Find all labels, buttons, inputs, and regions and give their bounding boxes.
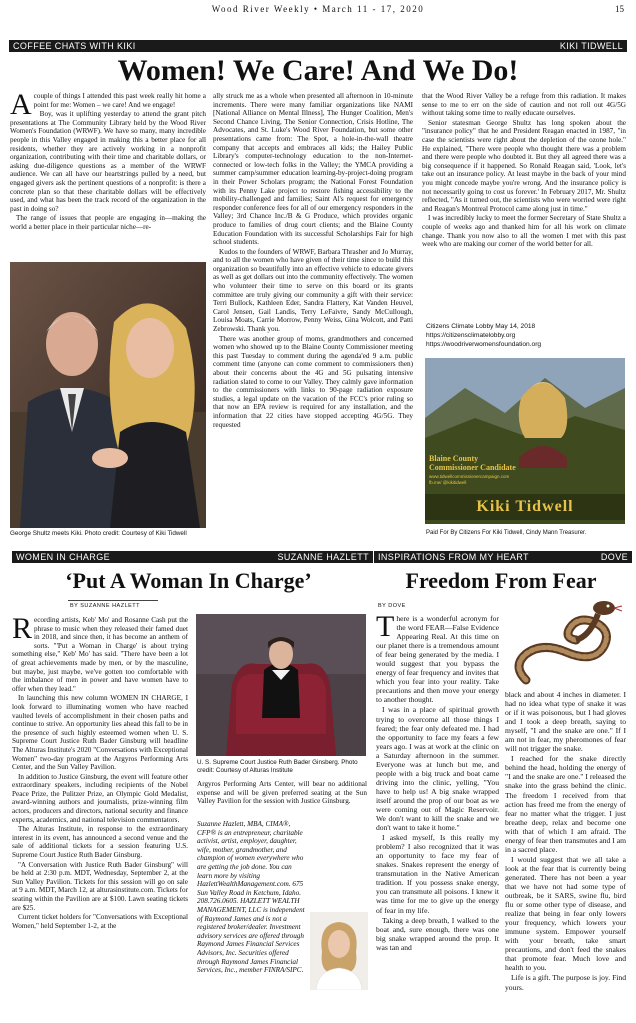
section-label: INSPIRATIONS FROM MY HEART bbox=[378, 552, 529, 562]
photo-caption: U. S. Supreme Court Justice Ruth Bader Ginsberg. Photo credit: Courtesy of Alturas Institute bbox=[197, 759, 358, 774]
drop-cap: A bbox=[10, 92, 32, 121]
photo-ruth-bader-ginsburg bbox=[196, 614, 366, 756]
ad-paid-for: Paid For By Citizens For Kiki Tidwell, Cindy Mann Treasurer. bbox=[426, 530, 587, 536]
paragraph: black and about 4 inches in diameter. I had no idea what type of snake it was or if it was poisonous, but I had gloves and I took a deep breath, saying to myself, "I and the snake are one." If I am not in fear, my pheromones of fear will not trigger the snake. bbox=[505, 690, 626, 754]
paragraph: I would suggest that we all take a look at the fear that is currently being generated. There has not been a year that we have not had some type of outbreak, be it SARS, swine flu, bird flu or some other type of disease, and realize that being in fear only lowers your frequency, which lowers your immune system. Empower yourself with your breath, take smart precautions, and don't feed the snakes that promote fear. Much love and health to you. bbox=[505, 854, 626, 973]
paragraph: In launching this new column WOMEN IN CHARGE, I look forward to illuminating women who have reached vaulted levels of accomplishment in their chosen paths and continue to strive. An opportunity lies ahead this fall to be in the presence of such highly esteemed women when U. S. Supreme Court Justice Ruth Bader Ginsburg will headline The Alturas Institute's 2020 "Conversations with Exceptional Women" two-day program at the Argyros Performing Arts Center, and the Sun Valley Pavilion. bbox=[12, 694, 188, 772]
snake-icon bbox=[508, 596, 628, 688]
section-bar-women-in-charge bbox=[12, 551, 373, 563]
ad-candidate-name: Kiki Tidwell bbox=[425, 494, 625, 520]
paragraph: ally struck me as a whole when presented all afternoon in 10-minute increments. There were many familiar organizations like NAMI [National Alliance on Mental Illness], The Hunger Coalition, Men's Second Chance Living, The Senior Connection, Crisis Hotline, The Advocates, and St. Luke's Wood River Foundation, but some other presentations came from: The Spot, a hole-in-the-wall theatre company that accepts and embraces all kids; the Hailey Public Library's computer-technology education to the non-Internet-connected or low-tech folks in the Valley; the YMCA providing a summer camp/summer education learning-by-project-doing program in their Power Scholars program; the National Forest Foundation with its Penny Lake project to restore fishing accessibility to the mobility-challenged and families; Saint Al's request for emergency responder conference fees for all of our emergency responders in the Valley; 3rd Chance Inc./B & G Produce, which provides organic produce to families of drug court clients; and the Blaine County Education Foundation with its successful Scholarships Fair for high school students. bbox=[213, 92, 413, 247]
ad-office: Commissioner Candidate bbox=[429, 463, 516, 472]
paragraph: that the Wood River Valley be a refuge from this radiation. It makes sense to me to err on the side of caution and not roll out 4G/5G without taking some time to really educate ourselves. bbox=[422, 92, 626, 118]
ad-county: Blaine County bbox=[429, 454, 479, 463]
section-label: COFFEE CHATS WITH KIKI bbox=[13, 41, 136, 51]
article-title: Freedom From Fear bbox=[405, 568, 597, 593]
page-number: 15 bbox=[615, 4, 624, 14]
drop-cap: T bbox=[376, 614, 395, 643]
paragraph: "A Conversation with Justice Ruth Bader Ginsburg" will be held at 2:30 p.m. MDT, Wednesday, September 2, at the Sun Valley Pavilion. Tickets for this session will go on sale at 9 a.m. MDT, March 12, at alturasinstitute.com. Tickets for seating within the Pavilion are at $100. Lawn seating tickets are $25. bbox=[12, 860, 188, 912]
author-label: DOVE bbox=[600, 552, 628, 562]
section-bar-coffee-chats bbox=[9, 40, 627, 52]
byline-rule bbox=[68, 600, 158, 601]
paragraph: I asked myself, Is this really my problem? I also recognized that it was an opportunity to face my fear of snakes. Snakes represent the energy of transmutation in the Native American tradition. If you possess snake energy, you can transmute all poisons. I knew it was time for me to give up the energy of fear in my life. bbox=[376, 833, 499, 915]
photo-shultz-kiki bbox=[10, 262, 206, 528]
byline: BY DOVE bbox=[378, 603, 406, 609]
section-label: WOMEN IN CHARGE bbox=[16, 552, 111, 562]
paragraph: couple of things I attended this past week really hit home a point for me: Women – we care! And we engage! bbox=[33, 92, 206, 109]
reference-title: Citizens Climate Lobby May 14, 2018 bbox=[426, 323, 536, 330]
paragraph: I reached for the snake directly behind the head, holding the energy of "I and the snake are one." I released the snake into the grass behind the clinic. The freedom I received from that action has freed me from the energy of fear no matter what the trigger. I just breathe deep, relax and become one with that of which I am afraid. The energy of fear then transmutes and I am in a sacred place. bbox=[505, 754, 626, 854]
article-column-2 bbox=[505, 690, 626, 1019]
campaign-ad bbox=[425, 358, 625, 524]
headshot-image bbox=[310, 912, 368, 990]
paragraph: Argyros Performing Arts Center, will bear no additional expense and will be given preferred seating at the Sun Valley Pavilion for the session with Justice Ginsburg. bbox=[197, 780, 367, 806]
paragraph: Boy, was it uplifting yesterday to attend the grant pitch presentations at The Community Library held by the Wood River Women's Foundation (WRWF). We have so many, many incredible people in this Valley engaged in making this a better place for all residents, whether they are actively working in a nonprofit organization, contributing with their time and charitable dollars, or asking due-diligence questions as a member of the WRWF audience. We can all have our heartstrings pulled by a need, but engaged givers ask the pertinent questions of a nonprofit: is there a concrete plan so that these charitable dollars will be effectively used, and what has been the track record of the organization in the past in doing so? bbox=[10, 110, 206, 213]
paragraph: Current ticket holders for "Conversations with Exceptional Women," held September 1-2, at the bbox=[12, 913, 188, 930]
paragraph: Taking a deep breath, I walked to the boat and, sure enough, there was one big snake wrapped around the prop. It was tan and bbox=[376, 915, 499, 952]
byline: BY SUZANNE HAZLETT bbox=[70, 603, 141, 609]
article-column-1 bbox=[376, 614, 499, 1019]
article-title: Women! We Care! And We Do! bbox=[117, 54, 519, 87]
snake-illustration bbox=[508, 596, 628, 688]
paragraph: here is a wonderful acronym for the word FEAR—False Evidence Appearing Real. At this time on our planet there is a tremendous amount of fear being generated by the media. I would suggest that you bypass the energy of fear frequency and invites that which you fear into your reality. Take precautions and then move your energy to another thought. bbox=[376, 614, 499, 705]
link-wrwf[interactable]: https://woodriverwomensfoundation.org bbox=[426, 341, 542, 348]
paragraph: Life is a gift. The purpose is joy. Find yours. bbox=[505, 973, 626, 992]
link-citizens-climate[interactable]: https://citizensclimatelobby.org bbox=[426, 332, 516, 339]
author-label: SUZANNE HAZLETT bbox=[277, 552, 369, 562]
paragraph: The range of issues that people are engaging in—making the world a better place in their particular niche—re- bbox=[10, 214, 206, 231]
photo-image bbox=[196, 614, 366, 756]
photo-image bbox=[10, 262, 206, 528]
reference-links bbox=[426, 322, 626, 349]
paragraph: Senior statesman George Shultz has long spoken about the "insurance policy" that he and President Reagan enacted in 1987, "in case the scientists were right about the depletion of the ozone hole." He explained, "There were people who thought there was a problem and there were people who doubted it. But they all agreed there was a big consequence if it happened. So Ronald Reagan said, 'Look, let's take out an insurance policy. At least maybe in the back of your mind you might concede maybe you're wrong. And the insurance policy is not necessarily going to cost us forever.' In February 2017, Mr. Shultz reflected, "As it turned out, the scientists who were worried were right and Reagan's Montreal Protocol came along just in time." bbox=[422, 118, 626, 213]
paragraph: There was another group of moms, grandmothers and concerned women who showed up to the Blaine County Commissioner meeting this past Tuesday to comment during the agenda'ed 9 a.m. public comment time (anyone can come comment to commissioners then) about their concerns about the 4G and 5G pulsating intensive radiation slated to come to our Valley. They calmly gave information to the commissioners with links to 90-page radiation exposure studies, a legal update on the vacation of the FCC's prior ruling so that now an EPA review is required for any installation, and the information that 22 cities have stopped accepting 4G/5G. They requested bbox=[213, 334, 413, 429]
article-title: ‘Put A Woman In Charge’ bbox=[65, 568, 312, 593]
paragraph: ecording artists, Keb' Mo' and Rosanne Cash put the phrase to music when they released their famed duet in 2018, and since then, it has become an anthem of sorts. "'Put a Woman in Charge' is about trying something else," Keb' Mo' has said. "There have been a lot of great achievements made by men, or by the masculine, but maybe, just maybe, we've gotten too comfortable with the imbalance of men in power and have women have to offer when they lead." bbox=[12, 616, 188, 693]
article-column-2 bbox=[213, 92, 413, 542]
paragraph: I was incredibly lucky to meet the former Secretary of State Shultz a couple of weeks ago and thanked him for all his work on climate change. Thank you now also to all the women I met with this past week who are making our corner of the world better for all. bbox=[422, 214, 626, 249]
masthead-text: Wood River Weekly • March 11 - 17, 2020 bbox=[211, 4, 425, 14]
drop-cap: R bbox=[12, 616, 33, 645]
ad-website[interactable]: www.tidwellcommissionercampaign.com bbox=[429, 474, 510, 479]
ad-social[interactable]: fb.me/ @kikitidwell bbox=[429, 479, 467, 485]
paragraph: The Alturas Institute, in response to the extraordinary interest in its event, has announced a second venue and the sale of additional tickets for a session featuring U.S. Supreme Court Justice Ruth Bader Ginsburg. bbox=[12, 825, 188, 860]
article-column-1 bbox=[12, 616, 188, 1018]
article-column-3 bbox=[422, 92, 626, 319]
section-bar-inspirations bbox=[374, 551, 632, 563]
article-column-2 bbox=[197, 780, 367, 816]
author-bio: Suzanne Hazlett, MBA, CIMA®, CFP® is an entrepreneur, charitable activist, artist, employer, daughter, wife, mother, grandmother, and champion of women everywhere who are getting the job done. You can learn more by visiting HazlettWealthManagement.com. 675 Sun Valley Road in Ketchum, Idaho. 208.726.0605. HAZLETT WEALTH MANAGEMENT, LLC is independent of Raymond James and is not a registered broker/dealer. Investment advisory services are offered through Raymond James Financial Services Advisors, Inc. Securities offered through Raymond James Financial Services, Inc., member FINRA/SIPC. bbox=[197, 820, 305, 975]
paragraph: Kudos to the founders of WRWF, Barbara Thrasher and Jo Murray, and to all the women who have given of their time since to build this organization so beautifully into an effective vehicle to educate givers as well as get dollars out into the community effectively. The women who volunteer their time to serve on this board or its grants committee are truly giving our community a gift with their service: Terri Bullock, Kathleen Eder, Sandra Flattery, Kat Vanden Heuvel, Carol Jensen, Gail Landis, Terry LeFaivre, Sandy McCullough, Louisa Moats, Carrie Morrow, Penny Weiss, Gina Wolcott, and Patti Zebrowski. Thank you. bbox=[213, 247, 413, 334]
photo-caption: George Shultz meets Kiki. Photo credit: Courtesy of Kiki Tidwell bbox=[10, 530, 187, 537]
masthead bbox=[0, 4, 636, 20]
article-column-1 bbox=[10, 92, 206, 260]
paragraph: I was in a place of spiritual growth trying to overcome all those things I feared; the fear only defeated me. I had the opportunity to face my fears a few years ago. I was at work at the clinic on a Saturday afternoon in the summer. Everyone was at lunch but me, and people with a big truck and boat came driving into the clinic, yelling, "You have to help us! A big snake wrapped itself around the prop of our boat as we were coming out of Magic Reservoir. We don't want to kill the snake and we don't want to take it home." bbox=[376, 705, 499, 833]
paragraph: In addition to Justice Ginsburg, the event will feature other extraordinary speakers, including recipients of the Nobel Peace Prize, the Pulitzer Prize, an Olympic Gold Medalist, award-winning authors and journalists, prize-winning film actors, producers and directors, national security and finance experts, academics, and national television commentators. bbox=[12, 772, 188, 824]
author-label: KIKI TIDWELL bbox=[559, 41, 623, 51]
photo-suzanne-hazlett bbox=[310, 912, 368, 990]
